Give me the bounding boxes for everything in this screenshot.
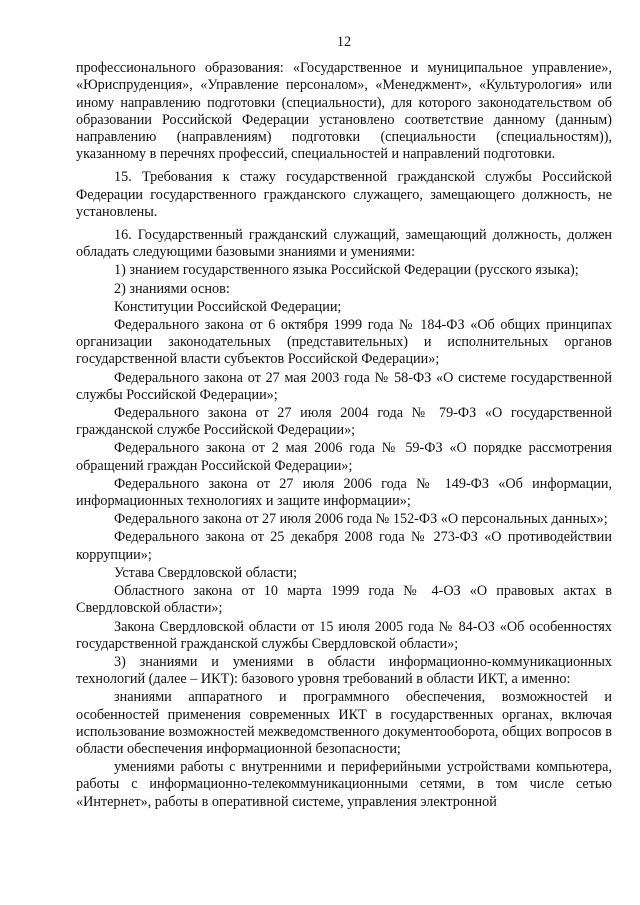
paragraph: Конституции Российской Федерации; bbox=[114, 298, 342, 315]
paragraph: Федерального закона от 27 мая 2003 года № 58-ФЗ «О системе государственной службы Российской Федерации»; bbox=[76, 369, 612, 403]
paragraph: знаниями аппаратного и программного обеспечения, возможностей и особенностей применения современных ИКТ в государственных органах, включая использование возможностей межведомственного документооборота, общих вопросов в области обеспечения информационной безопасности; bbox=[76, 689, 612, 757]
document-body bbox=[76, 60, 612, 811]
paragraph: Устава Свердловской области; bbox=[114, 564, 298, 581]
paragraph: 15. Требования к стажу государственной гражданской службы Российской Федерации государственного гражданского служащего, замещающего должность, не установлены. bbox=[76, 169, 612, 220]
page-number: 12 bbox=[336, 34, 352, 50]
paragraph: умениями работы с внутренними и периферийными устройствами компьютера, работы с информационно-телекоммуникационными сетями, в том числе сетью «Интернет», работы в оперативной системе, управления электронной bbox=[76, 759, 612, 810]
paragraph: Федерального закона от 6 октября 1999 года № 184-ФЗ «Об общих принципах организации законодательных (представительных) и исполнительных органов государственной власти субъектов Российской Федерации»; bbox=[76, 317, 612, 368]
paragraph: Федерального закона от 27 июля 2006 года № 149-ФЗ «Об информации, информационных технологиях и защите информации»; bbox=[76, 475, 612, 510]
paragraph: Закона Свердловской области от 15 июля 2005 года № 84-ОЗ «Об особенностях государственной гражданской службы Свердловской области»; bbox=[76, 618, 612, 652]
paragraph: 1) знанием государственного языка Российской Федерации (русского языка); bbox=[114, 262, 579, 279]
paragraph: Федерального закона от 27 июля 2006 года № 152-ФЗ «О персональных данных»; bbox=[114, 511, 608, 528]
paragraph: Федерального закона от 25 декабря 2008 года № 273-ФЗ «О противодействии коррупции»; bbox=[76, 529, 612, 563]
document-page bbox=[76, 34, 612, 812]
paragraph: Областного закона от 10 марта 1999 года № 4-ОЗ «О правовых актах в Свердловской области»; bbox=[76, 583, 612, 617]
paragraph: профессионального образования: «Государственное и муниципальное управление», «Юриспруденция», «Управление персоналом», «Менеджмент», «Культурология» или иному направлению подготовки (специальности), для которого законодательством об образовании Российской Федерации установлено соответствие данному (данным) направлению (направлениям) подготовки (специальности (специальностям)), указанному в перечнях профессий, специальностей и направлений подготовки. bbox=[76, 60, 612, 163]
paragraph: Федерального закона от 27 июля 2004 года № 79-ФЗ «О государственной гражданской службе Российской Федерации»; bbox=[76, 405, 612, 439]
paragraph: Федерального закона от 2 мая 2006 года № 59-ФЗ «О порядке рассмотрения обращений граждан Российской Федерации»; bbox=[76, 440, 612, 474]
paragraph: 16. Государственный гражданский служащий, замещающий должность, должен обладать следующими базовыми знаниями и умениями: bbox=[76, 227, 612, 261]
paragraph: 2) знаниями основ: bbox=[114, 280, 230, 297]
paragraph: 3) знаниями и умениями в области информационно-коммуникационных технологий (далее – ИКТ): базового уровня требований в области ИКТ, а именно: bbox=[76, 653, 612, 688]
